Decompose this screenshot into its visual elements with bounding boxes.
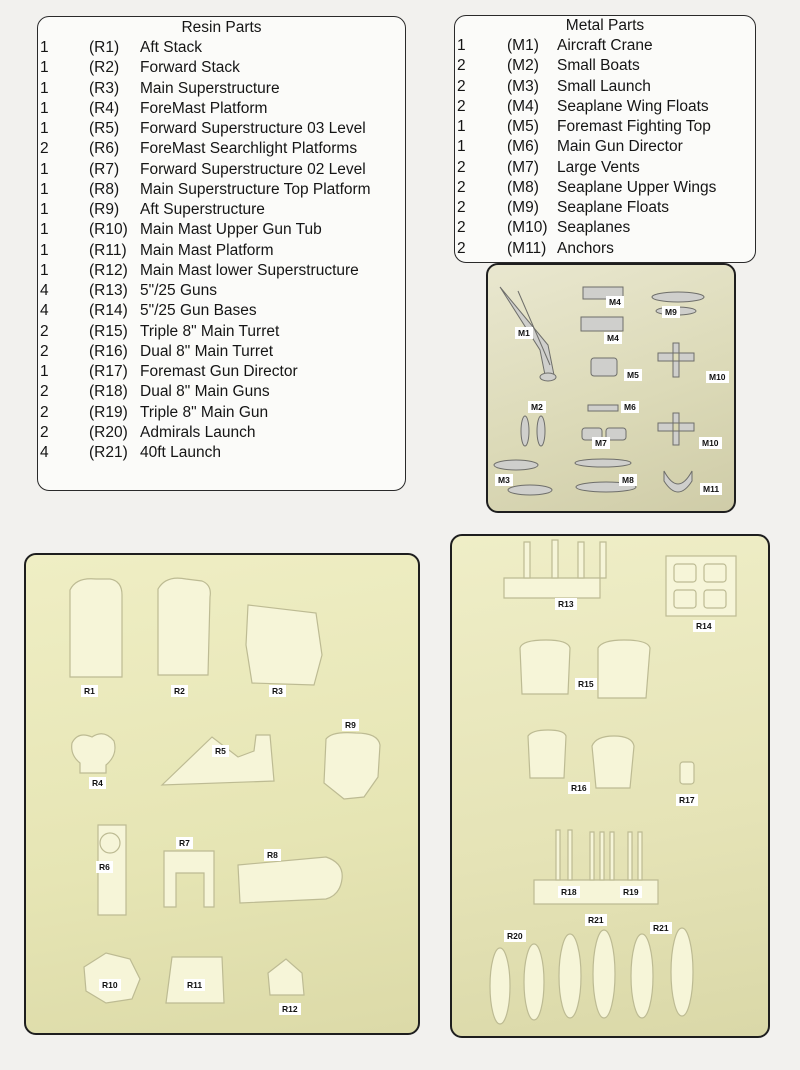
part-name: Small Boats	[557, 57, 640, 75]
part-label-r8: R8	[264, 849, 281, 861]
part-name: Anchors	[557, 239, 614, 257]
aft-superstructure	[324, 733, 380, 799]
part-name: Seaplane Floats	[557, 199, 670, 216]
part-qty: 2	[40, 423, 49, 441]
part-label-r1: R1	[81, 685, 98, 697]
part-label-r13: R13	[555, 598, 577, 610]
part-name: 40ft Launch	[140, 444, 222, 461]
gun-base-2	[704, 564, 726, 582]
triple-turret-1	[520, 640, 570, 694]
part-qty: 2	[457, 239, 466, 257]
part-label-r5: R5	[212, 745, 229, 757]
part-name: Triple 8" Main Gun	[140, 403, 269, 421]
part-code: (M9)	[507, 199, 539, 216]
part-label-m7: M7	[592, 437, 610, 449]
seaplane-2	[658, 413, 694, 445]
part-qty: 1	[457, 138, 466, 156]
part-name: Seaplane Upper Wings	[557, 178, 717, 196]
parts-list-row	[455, 198, 755, 218]
gun-director	[680, 762, 694, 784]
parts-list-row	[38, 443, 405, 463]
part-qty: 1	[457, 118, 466, 135]
parts-list-row	[38, 362, 405, 382]
small-boat-1	[521, 416, 529, 446]
gun-base-1	[674, 564, 696, 582]
part-label-r16: R16	[568, 782, 590, 794]
part-qty: 2	[40, 403, 49, 421]
part-code: (R11)	[89, 241, 127, 259]
parts-list-row	[455, 77, 755, 97]
part-code: (R7)	[89, 160, 120, 178]
parts-list-row	[38, 200, 405, 220]
part-name: Foremast Gun Director	[140, 363, 298, 380]
part-code: (R21)	[89, 444, 128, 461]
part-label-r21-a: R21	[585, 914, 607, 926]
part-qty: 2	[457, 97, 466, 115]
part-name: 5"/25 Guns	[140, 282, 218, 299]
launch-1	[559, 934, 581, 1018]
part-code: (R9)	[89, 201, 120, 218]
part-code: (M2)	[507, 57, 539, 75]
dual-turret-1	[528, 730, 566, 778]
dual-turret-2	[592, 736, 634, 788]
parts-list-row	[455, 56, 755, 76]
parts-list-row	[38, 342, 405, 362]
parts-list-row	[38, 160, 405, 180]
parts-list-row	[455, 158, 755, 178]
part-label-r17: R17	[676, 794, 698, 806]
part-code: (R16)	[89, 342, 128, 360]
resin-parts-illustration-2	[452, 536, 770, 1038]
parts-list-row	[38, 241, 405, 261]
part-label-r12: R12	[279, 1003, 301, 1015]
foremast-platform	[72, 734, 115, 773]
part-label-r21-b: R21	[650, 922, 672, 934]
parts-list-row	[455, 36, 755, 56]
upper-wing-1	[575, 459, 631, 467]
seaplane-float-1	[652, 292, 704, 302]
parts-list-row	[455, 218, 755, 238]
parts-list-row	[38, 220, 405, 240]
part-code: (R1)	[89, 39, 120, 56]
part-name: Forward Superstructure 02 Level	[140, 160, 366, 178]
resin-parts-photo	[24, 553, 420, 1035]
parts-list-row	[38, 261, 405, 281]
part-code: (M6)	[507, 138, 539, 156]
part-name: Dual 8" Main Guns	[140, 383, 270, 401]
parts-list-row	[38, 99, 405, 119]
part-qty: 2	[457, 219, 466, 237]
parts-list-row	[38, 322, 405, 342]
gun-base-3	[674, 590, 696, 608]
parts-list-row	[38, 180, 405, 200]
resin-parts-illustration	[26, 555, 420, 1035]
part-label-m6: M6	[621, 401, 639, 413]
part-qty: 2	[40, 383, 49, 401]
part-qty: 1	[40, 59, 49, 77]
part-code: (R10)	[89, 221, 128, 239]
searchlight-platform-disc	[100, 833, 120, 853]
aft-stack	[70, 579, 122, 677]
part-code: (R14)	[89, 302, 128, 320]
part-qty: 2	[457, 178, 466, 196]
parts-list-row	[38, 382, 405, 402]
top-platform	[238, 857, 342, 903]
part-name: ForeMast Platform	[140, 99, 268, 117]
part-name: Main Mast lower Superstructure	[140, 261, 359, 279]
part-label-r3: R3	[269, 685, 286, 697]
part-name: ForeMast Searchlight Platforms	[140, 140, 358, 158]
launch-4	[671, 928, 693, 1016]
part-code: (R5)	[89, 120, 120, 137]
part-label-m1: M1	[515, 327, 533, 339]
part-code: (R13)	[89, 282, 128, 299]
launch-2	[593, 930, 615, 1018]
part-name: Aft Stack	[140, 39, 203, 56]
seaplane-1	[658, 343, 694, 377]
part-qty: 2	[457, 57, 466, 75]
part-code: (M1)	[507, 37, 539, 54]
part-name: Main Gun Director	[557, 138, 683, 156]
part-code: (R12)	[89, 261, 128, 279]
part-name: Main Mast Upper Gun Tub	[140, 221, 322, 239]
part-label-r14: R14	[693, 620, 715, 632]
metal-parts-list	[454, 15, 756, 263]
part-label-m9: M9	[662, 306, 680, 318]
small-launch-1	[494, 460, 538, 470]
part-code: (R20)	[89, 423, 128, 441]
part-qty: 1	[40, 39, 49, 56]
part-qty: 1	[40, 120, 49, 137]
part-label-r2: R2	[171, 685, 188, 697]
part-label-r11: R11	[184, 979, 205, 991]
parts-list-row	[38, 139, 405, 159]
launch-3	[631, 934, 653, 1018]
parts-list-row	[38, 119, 405, 139]
part-qty: 1	[40, 99, 49, 117]
part-label-m8: M8	[619, 474, 637, 486]
part-label-r10: R10	[99, 979, 121, 991]
metal-parts-rows	[455, 36, 755, 259]
part-label-r7: R7	[176, 837, 193, 849]
part-code: (R18)	[89, 383, 128, 401]
part-code: (M10)	[507, 219, 548, 237]
resin-parts-rows	[38, 38, 405, 463]
parts-list-row	[455, 239, 755, 259]
part-qty: 2	[457, 158, 466, 176]
part-code: (R2)	[89, 59, 120, 77]
resin-parts-title: Resin Parts	[181, 19, 262, 36]
parts-list-row	[38, 79, 405, 99]
part-label-r15: R15	[575, 678, 597, 690]
part-name: Forward Superstructure 03 Level	[140, 120, 366, 137]
part-qty: 1	[40, 79, 49, 97]
part-qty: 2	[40, 140, 49, 158]
part-label-r20: R20	[504, 930, 526, 942]
parts-list-row	[455, 97, 755, 117]
admirals-launch-2	[524, 944, 544, 1020]
part-code: (R4)	[89, 99, 120, 117]
part-label-m4-a: M4	[606, 296, 624, 308]
main-gun-barrels	[556, 830, 642, 880]
part-name: Aft Superstructure	[140, 201, 265, 218]
gun-barrels	[524, 540, 606, 578]
parts-list-row	[455, 117, 755, 137]
part-name: Dual 8" Main Turret	[140, 342, 273, 360]
part-label-r9: R9	[342, 719, 359, 731]
part-name: Main Superstructure Top Platform	[140, 180, 371, 198]
part-label-r4: R4	[89, 777, 106, 789]
part-name: Main Mast Platform	[140, 241, 274, 259]
parts-list-row	[38, 38, 405, 58]
triple-turret-2	[598, 640, 650, 698]
part-qty: 1	[40, 180, 49, 198]
part-qty: 2	[40, 342, 49, 360]
part-label-m4-b: M4	[604, 332, 622, 344]
part-code: (R3)	[89, 79, 120, 97]
main-superstructure	[246, 605, 322, 685]
part-qty: 1	[40, 221, 49, 239]
part-code: (M7)	[507, 158, 539, 176]
part-qty: 1	[40, 363, 49, 380]
part-qty: 4	[40, 302, 49, 320]
part-code: (M4)	[507, 97, 539, 115]
part-label-m2: M2	[528, 401, 546, 413]
part-code: (M5)	[507, 118, 539, 135]
part-code: (R17)	[89, 363, 128, 380]
part-code: (R19)	[89, 403, 128, 421]
part-name: Seaplane Wing Floats	[557, 97, 709, 115]
part-code: (M11)	[507, 239, 547, 257]
parts-list-row	[38, 423, 405, 443]
part-qty: 1	[40, 201, 49, 218]
part-name: Foremast Fighting Top	[557, 118, 711, 135]
parts-list-row	[38, 301, 405, 321]
fighting-top	[591, 358, 617, 376]
resin-parts-list	[37, 16, 406, 491]
part-qty: 4	[40, 444, 49, 461]
part-qty: 2	[457, 77, 466, 95]
part-code: (R8)	[89, 180, 120, 198]
part-name: Main Superstructure	[140, 79, 280, 97]
part-qty: 1	[40, 241, 49, 259]
part-name: Triple 8" Main Turret	[140, 322, 280, 340]
admirals-launch-1	[490, 948, 510, 1024]
part-name: 5"/25 Gun Bases	[140, 302, 257, 320]
part-label-r18: R18	[558, 886, 580, 898]
part-code: (M8)	[507, 178, 539, 196]
resin-parts-photo-2	[450, 534, 770, 1038]
part-code: (M3)	[507, 77, 539, 95]
parts-list-row	[455, 137, 755, 157]
part-name: Admirals Launch	[140, 423, 256, 441]
part-label-m3: M3	[495, 474, 513, 486]
parts-list-row	[455, 178, 755, 198]
part-label-m10-a: M10	[706, 371, 729, 383]
gun-director	[588, 405, 618, 411]
lower-superstructure	[268, 959, 304, 995]
forward-stack	[158, 578, 210, 675]
parts-list-row	[38, 403, 405, 423]
part-code: (R15)	[89, 322, 128, 340]
part-label-m5: M5	[624, 369, 642, 381]
forward-superstructure-03	[162, 735, 274, 785]
part-label-r19: R19	[620, 886, 642, 898]
part-name: Forward Stack	[140, 59, 240, 77]
part-qty: 1	[457, 37, 466, 54]
part-qty: 1	[40, 160, 49, 178]
metal-parts-photo	[486, 263, 736, 513]
small-launch-2	[508, 485, 552, 495]
part-name: Aircraft Crane	[557, 37, 653, 54]
part-name: Seaplanes	[557, 219, 631, 237]
wing-float-2	[581, 317, 623, 331]
forward-superstructure-02	[164, 851, 214, 907]
part-name: Small Launch	[557, 77, 651, 95]
crane-base	[540, 373, 556, 381]
part-qty: 2	[457, 199, 466, 216]
part-code: (R6)	[89, 140, 120, 158]
upper-gun-tub	[84, 953, 140, 1003]
part-label-m11: M11	[700, 483, 722, 495]
anchors	[664, 471, 692, 492]
metal-parts-title: Metal Parts	[565, 17, 645, 34]
gun-sprue	[504, 578, 600, 598]
part-qty: 4	[40, 282, 49, 299]
small-boat-2	[537, 416, 545, 446]
part-label-r6: R6	[96, 861, 113, 873]
parts-list-row	[38, 58, 405, 78]
part-qty: 2	[40, 322, 49, 340]
part-label-m10-b: M10	[699, 437, 722, 449]
gun-base-4	[704, 590, 726, 608]
part-qty: 1	[40, 261, 49, 279]
part-name: Large Vents	[557, 158, 640, 176]
parts-list-row	[38, 281, 405, 301]
